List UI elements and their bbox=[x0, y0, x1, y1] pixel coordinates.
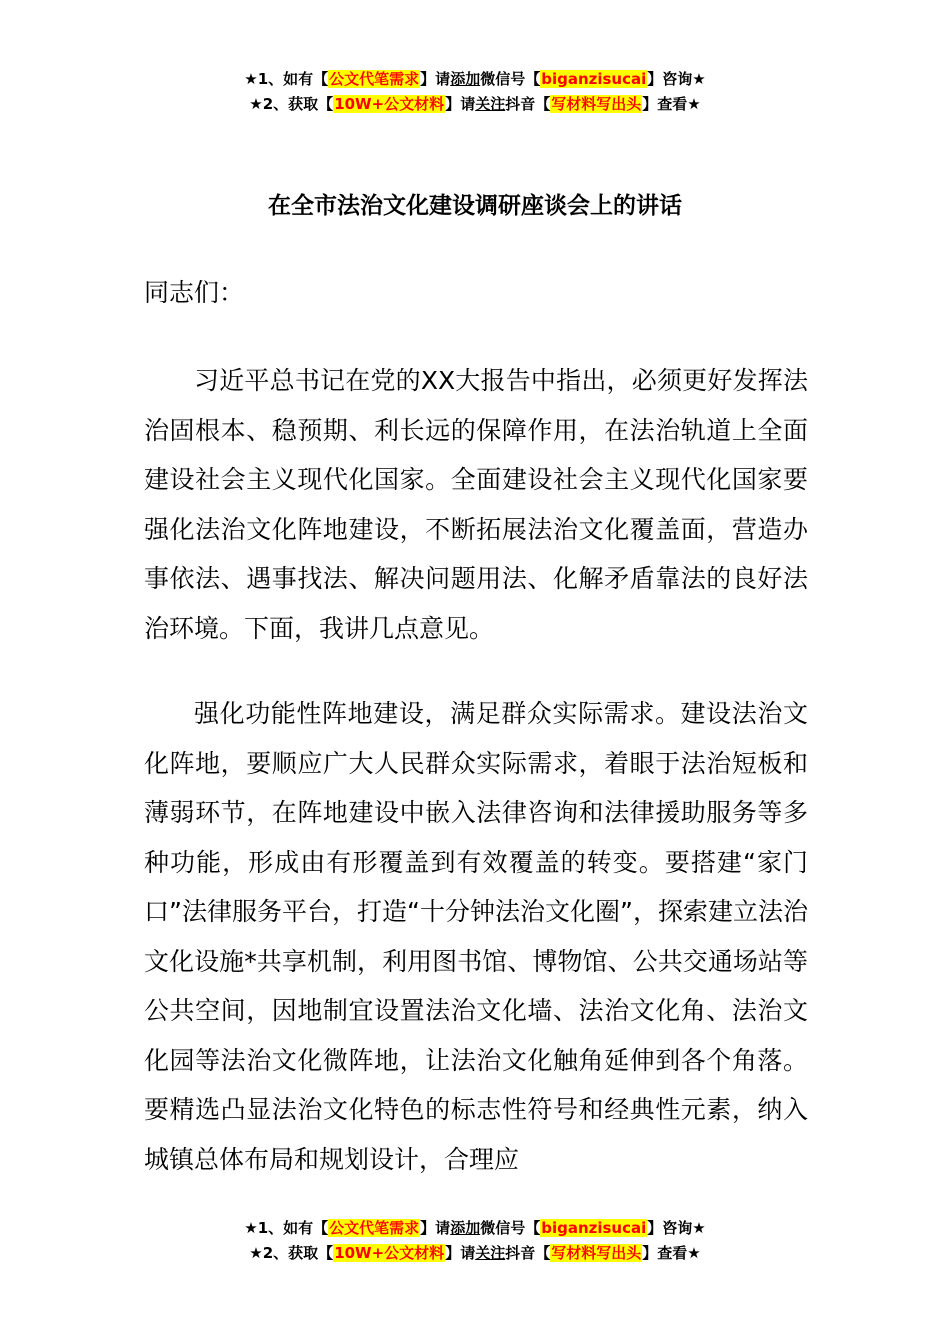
paragraph-text: 强化功能性阵地建设，满足群众实际需求。建设法治文化阵地，要顺应广大人民群众实际需求，着眼于法治短板和薄弱环节，在阵地建设中嵌入法律咨询和法律援助服务等多种功能，形成由有形覆盖到有效覆盖的转变。要搭建“家门口”法律服务平台，打造“十分钟法治文化圈”，探索建立法治文化设施*共享机制，利用图书馆、博物馆、公共交通场站等公共空间，因地制宜设置法治文化墙、法治文化角、法治文化园等法治文化微阵地，让法治文化触角延伸到各个角落。要精选凸显法治文化特色的标志性符号和经典性元素，纳入城镇总体布局和规划设计，合理应 bbox=[144, 699, 808, 1174]
highlight-service: 公文代笔需求 bbox=[329, 70, 420, 88]
highlight-service: 公文代笔需求 bbox=[329, 1219, 420, 1237]
paragraph-text: 习近平总书记在党的XX大报告中指出，必须更好发挥法治固根本、稳预期、利长远的保障作用，在法治轨道上全面建设社会主义现代化国家。全面建设社会主义现代化国家要强化法治文化阵地建设，不断拓展法治文化覆盖面，营造办事依法、遇事找法、解决问题用法、化解矛盾靠法的良好法治环境。下面，我讲几点意见。 bbox=[144, 366, 808, 643]
top-banner bbox=[0, 67, 950, 117]
banner-line-2: ★2、获取【10W+公文材料】请关注抖音【写材料写出头】查看★ bbox=[249, 1244, 701, 1262]
greeting: 同志们： bbox=[144, 278, 245, 307]
document-title: 在全市法治文化建设调研座谈会上的讲话 bbox=[268, 193, 682, 219]
highlight-materials: 10W+公文材料 bbox=[334, 95, 445, 113]
highlight-materials: 10W+公文材料 bbox=[334, 1244, 445, 1262]
highlight-douyin-id: 写材料写出头 bbox=[551, 1244, 642, 1262]
banner-line-2: ★2、获取【10W+公文材料】请关注抖音【写材料写出头】查看★ bbox=[249, 95, 701, 113]
highlight-douyin-id: 写材料写出头 bbox=[551, 95, 642, 113]
paragraph-1 bbox=[144, 356, 808, 653]
highlight-wechat-id: biganzisucai bbox=[541, 70, 647, 88]
banner-line-1: ★1、如有【公文代笔需求】请添加微信号【biganzisucai】咨询★ bbox=[244, 70, 706, 88]
highlight-wechat-id: biganzisucai bbox=[541, 1219, 647, 1237]
bottom-banner bbox=[0, 1216, 950, 1266]
banner-line-1: ★1、如有【公文代笔需求】请添加微信号【biganzisucai】咨询★ bbox=[244, 1219, 706, 1237]
paragraph-2 bbox=[144, 689, 808, 1184]
